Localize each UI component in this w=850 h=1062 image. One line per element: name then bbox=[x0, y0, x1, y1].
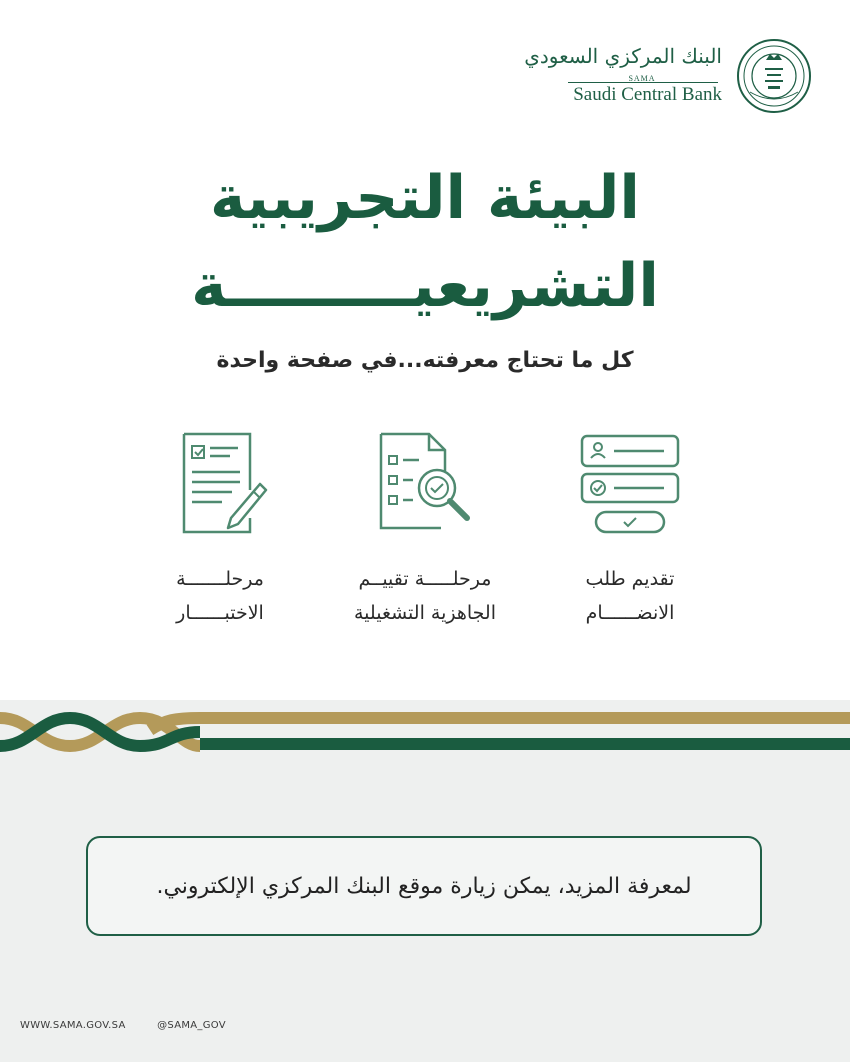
decorative-waves bbox=[0, 702, 850, 760]
sama-logo bbox=[524, 38, 812, 118]
step-testing-label: مرحلـــــــة الاختبــــــار bbox=[176, 568, 264, 624]
footer-website[interactable]: WWW.SAMA.GOV.SA bbox=[20, 1020, 126, 1031]
step-testing bbox=[105, 432, 335, 630]
application-form-icon bbox=[580, 432, 680, 536]
step-readiness-label: مرحلـــــة تقييــم الجاهزية التشغيلية bbox=[354, 568, 496, 624]
logo-english-name: Saudi Central Bank bbox=[573, 84, 722, 105]
logo-arabic-name: البنك المركزي السعودي bbox=[524, 44, 722, 68]
step-application-label: تقديم طلب الانضــــــام bbox=[585, 568, 675, 624]
logo-abbr: SAMA bbox=[628, 74, 656, 83]
info-text: لمعرفة المزيد، يمكن زيارة موقع البنك المركزي الإلكتروني. bbox=[156, 873, 692, 899]
info-box bbox=[86, 836, 762, 936]
page-title-line2: التشريعيـــــــــة bbox=[191, 251, 659, 321]
seal-icon bbox=[736, 38, 812, 114]
step-readiness bbox=[310, 432, 540, 630]
document-magnifier-icon bbox=[373, 432, 477, 536]
checklist-pen-icon bbox=[170, 432, 270, 536]
step-application bbox=[515, 432, 745, 630]
footer bbox=[20, 1020, 254, 1031]
page-title-line1: البيئة التجريبية bbox=[210, 163, 640, 233]
page-subtitle: كل ما تحتاج معرفته...في صفحة واحدة bbox=[216, 348, 634, 373]
footer-handle[interactable]: @SAMA_GOV bbox=[157, 1020, 226, 1031]
